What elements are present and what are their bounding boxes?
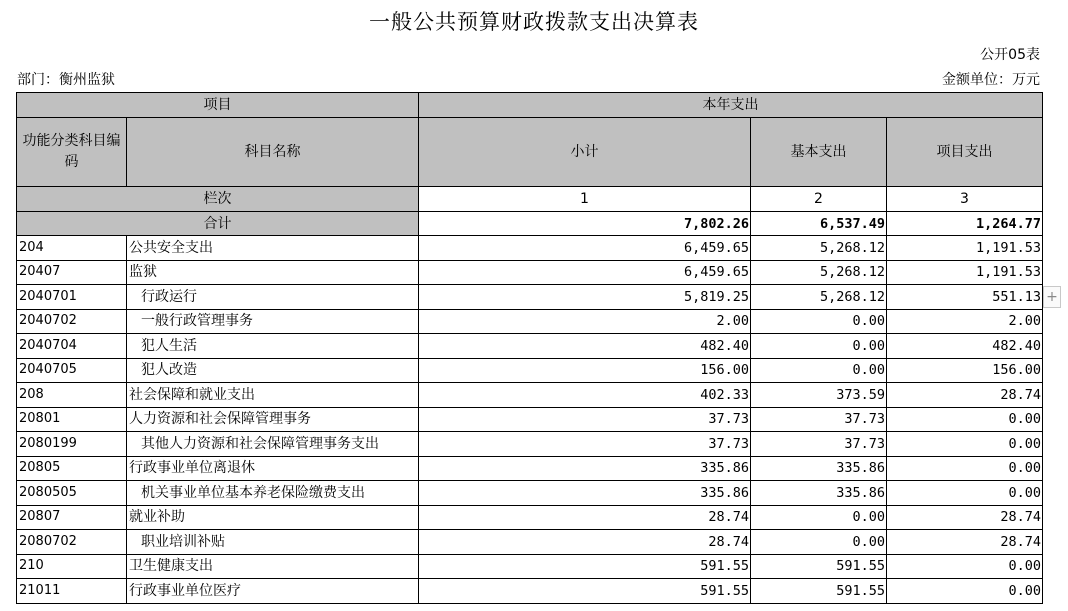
row-basic: 5,268.12: [751, 285, 887, 310]
row-subtotal: 591.55: [419, 579, 751, 604]
row-subtotal: 6,459.65: [419, 236, 751, 261]
row-name: 行政事业单位离退休: [127, 456, 419, 481]
row-basic: 37.73: [751, 407, 887, 432]
row-subtotal: 6,459.65: [419, 260, 751, 285]
table-row: [17, 358, 1043, 383]
header-subject-name: 科目名称: [127, 118, 419, 187]
header-basic: 基本支出: [751, 118, 887, 187]
table-row: [17, 407, 1043, 432]
row-basic: 373.59: [751, 383, 887, 408]
row-subtotal: 37.73: [419, 432, 751, 457]
row-code: 20807: [17, 505, 127, 530]
table-row: [17, 260, 1043, 285]
expand-plus-icon[interactable]: +: [1043, 286, 1061, 308]
row-project: 0.00: [887, 554, 1043, 579]
row-name: 行政运行: [127, 285, 419, 310]
row-basic: 0.00: [751, 309, 887, 334]
row-basic: 5,268.12: [751, 236, 887, 261]
row-project: 28.74: [887, 505, 1043, 530]
row-subtotal: 335.86: [419, 456, 751, 481]
row-project: 0.00: [887, 456, 1043, 481]
total-basic: 6,537.49: [751, 212, 887, 236]
row-code: 20801: [17, 407, 127, 432]
table-row: [17, 236, 1043, 261]
row-name: 职业培训补贴: [127, 530, 419, 555]
table-row: [17, 432, 1043, 457]
total-subtotal: 7,802.26: [419, 212, 751, 236]
row-subtotal: 37.73: [419, 407, 751, 432]
row-name: 其他人力资源和社会保障管理事务支出: [127, 432, 419, 457]
unit-label: 金额单位：万元: [942, 72, 1040, 88]
row-subtotal: 2.00: [419, 309, 751, 334]
row-subtotal: 402.33: [419, 383, 751, 408]
row-subtotal: 482.40: [419, 334, 751, 359]
row-subtotal: 156.00: [419, 358, 751, 383]
table-row: [17, 383, 1043, 408]
row-project: 28.74: [887, 530, 1043, 555]
row-name: 监狱: [127, 260, 419, 285]
row-project: 28.74: [887, 383, 1043, 408]
row-basic: 0.00: [751, 505, 887, 530]
table-row: [17, 505, 1043, 530]
table-row: [17, 481, 1043, 506]
row-basic: 591.55: [751, 554, 887, 579]
table-row: [17, 554, 1043, 579]
table-row: [17, 456, 1043, 481]
table-row: [17, 309, 1043, 334]
header-column-index: 栏次: [17, 187, 419, 212]
row-code: 20407: [17, 260, 127, 285]
row-project: 0.00: [887, 432, 1043, 457]
row-name: 机关事业单位基本养老保险缴费支出: [127, 481, 419, 506]
table-row: [17, 334, 1043, 359]
row-project: 0.00: [887, 407, 1043, 432]
row-code: 2080505: [17, 481, 127, 506]
column-number-3: 3: [887, 187, 1043, 212]
row-code: 2040702: [17, 309, 127, 334]
row-name: 社会保障和就业支出: [127, 383, 419, 408]
row-code: 20805: [17, 456, 127, 481]
row-basic: 5,268.12: [751, 260, 887, 285]
department-label: 部门：衡州监狱: [17, 72, 115, 88]
row-code: 21011: [17, 579, 127, 604]
header-func-code: 功能分类科目编码: [17, 118, 127, 187]
row-name: 人力资源和社会保障管理事务: [127, 407, 419, 432]
row-basic: 335.86: [751, 456, 887, 481]
header-project: 项目支出: [887, 118, 1043, 187]
row-project: 1,191.53: [887, 236, 1043, 261]
row-code: 2040701: [17, 285, 127, 310]
row-basic: 0.00: [751, 334, 887, 359]
row-subtotal: 591.55: [419, 554, 751, 579]
row-basic: 335.86: [751, 481, 887, 506]
row-project: 482.40: [887, 334, 1043, 359]
row-project: 156.00: [887, 358, 1043, 383]
report-title: 一般公共预算财政拨款支出决算表: [369, 10, 699, 34]
row-basic: 591.55: [751, 579, 887, 604]
table-row: [17, 285, 1043, 310]
row-code: 2080199: [17, 432, 127, 457]
row-name: 卫生健康支出: [127, 554, 419, 579]
row-basic: 0.00: [751, 358, 887, 383]
row-code: 210: [17, 554, 127, 579]
row-code: 204: [17, 236, 127, 261]
row-basic: 37.73: [751, 432, 887, 457]
row-project: 1,191.53: [887, 260, 1043, 285]
row-code: 2040704: [17, 334, 127, 359]
row-name: 行政事业单位医疗: [127, 579, 419, 604]
column-number-1: 1: [419, 187, 751, 212]
table-row: [17, 579, 1043, 604]
header-current-year: 本年支出: [419, 93, 1043, 118]
row-project: 2.00: [887, 309, 1043, 334]
row-subtotal: 28.74: [419, 530, 751, 555]
row-project: 551.13: [887, 285, 1043, 310]
header-item: 项目: [17, 93, 419, 118]
row-name: 犯人生活: [127, 334, 419, 359]
header-subtotal: 小计: [419, 118, 751, 187]
row-basic: 0.00: [751, 530, 887, 555]
row-name: 一般行政管理事务: [127, 309, 419, 334]
row-project: 0.00: [887, 579, 1043, 604]
total-label: 合计: [17, 212, 419, 236]
row-name: 犯人改造: [127, 358, 419, 383]
row-code: 2040705: [17, 358, 127, 383]
row-code: 208: [17, 383, 127, 408]
column-number-2: 2: [751, 187, 887, 212]
expenditure-table: [16, 92, 1043, 604]
row-subtotal: 28.74: [419, 505, 751, 530]
row-name: 公共安全支出: [127, 236, 419, 261]
row-name: 就业补助: [127, 505, 419, 530]
table-row: [17, 530, 1043, 555]
row-subtotal: 5,819.25: [419, 285, 751, 310]
total-project: 1,264.77: [887, 212, 1043, 236]
row-subtotal: 335.86: [419, 481, 751, 506]
form-code: 公开05表: [980, 47, 1040, 63]
row-project: 0.00: [887, 481, 1043, 506]
row-code: 2080702: [17, 530, 127, 555]
